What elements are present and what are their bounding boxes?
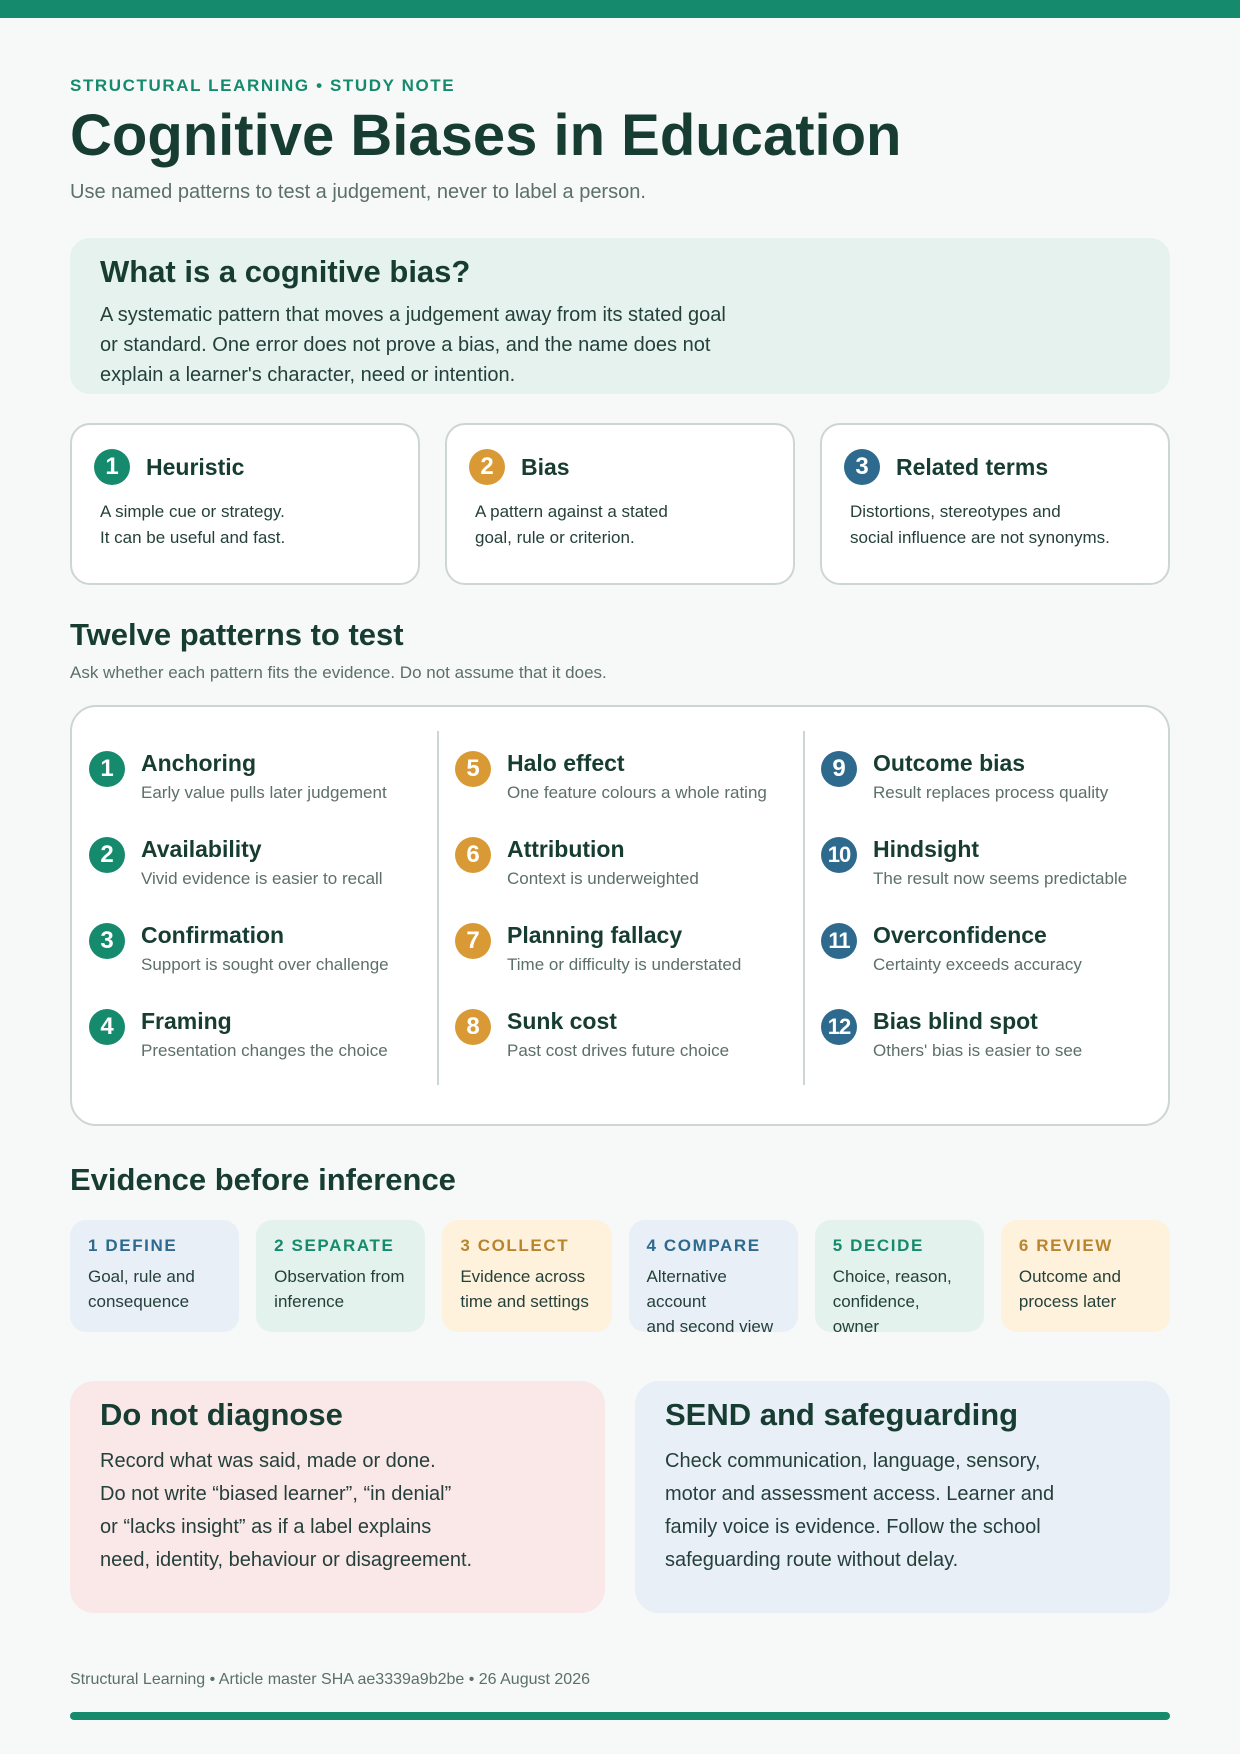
- pattern-item: [455, 749, 767, 803]
- pattern-item: [89, 1007, 388, 1061]
- box-text-line: family voice is evidence. Follow the school: [665, 1516, 1041, 1538]
- pattern-title: Outcome bias: [873, 750, 1026, 776]
- step-label: 4 COMPARE: [646, 1236, 761, 1255]
- pattern-item: [455, 921, 741, 975]
- card-title: Related terms: [896, 453, 1049, 480]
- number-badge: 1: [89, 751, 125, 787]
- card-text-line: A pattern against a stated: [475, 502, 668, 521]
- footer-text: Structural Learning • Article master SHA ae3339a9b2be • 26 August 2026: [70, 1671, 590, 1688]
- pattern-description: Certainty exceeds accuracy: [873, 955, 1082, 974]
- step-collect: [442, 1220, 611, 1332]
- definition-heading: What is a cognitive bias?: [100, 254, 471, 289]
- pattern-title: Anchoring: [141, 750, 256, 776]
- pattern-item: [89, 921, 389, 975]
- pattern-title: Bias blind spot: [873, 1008, 1038, 1034]
- box-heading: SEND and safeguarding: [665, 1397, 1019, 1432]
- top-accent-bar: [0, 0, 1240, 18]
- step-text-line: time and settings: [460, 1292, 589, 1311]
- step-separate: [256, 1220, 425, 1332]
- pattern-description: Presentation changes the choice: [141, 1041, 388, 1060]
- card-title: Heuristic: [146, 453, 245, 480]
- pattern-title: Overconfidence: [873, 922, 1047, 948]
- step-label: 3 COLLECT: [460, 1236, 570, 1255]
- number-badge: 2: [89, 837, 125, 873]
- box-text-line: or “lacks insight” as if a label explains: [100, 1516, 432, 1538]
- card-text-line: Distortions, stereotypes and: [850, 502, 1061, 521]
- number-badge: 3: [844, 449, 880, 485]
- step-text-line: process later: [1018, 1292, 1117, 1311]
- number-badge: 10: [821, 837, 857, 873]
- pattern-item: [455, 835, 699, 889]
- number-badge: 7: [455, 923, 491, 959]
- pattern-description: Others' bias is easier to see: [873, 1041, 1083, 1060]
- pattern-item: [821, 1007, 1082, 1061]
- card-text-line: It can be useful and fast.: [100, 528, 286, 547]
- step-text-line: Choice, reason,: [832, 1267, 952, 1286]
- pattern-title: Halo effect: [507, 750, 625, 776]
- number-badge: 8: [455, 1009, 491, 1045]
- step-text-line: Observation from: [274, 1267, 405, 1286]
- card-text-line: A simple cue or strategy.: [100, 502, 285, 521]
- step-label: 2 SEPARATE: [274, 1236, 395, 1255]
- definition-panel: [70, 238, 1170, 394]
- page-subtitle: Use named patterns to test a judgement, never to label a person.: [70, 181, 646, 203]
- step-label: 6 REVIEW: [1018, 1236, 1113, 1255]
- step-text-line: Evidence across: [460, 1267, 586, 1286]
- evidence-steps: [70, 1220, 1170, 1336]
- pattern-title: Hindsight: [873, 836, 980, 862]
- step-text-line: Alternative account: [646, 1267, 727, 1311]
- term-cards: [70, 423, 1170, 585]
- number-badge: 3: [89, 923, 125, 959]
- number-badge: 5: [455, 751, 491, 787]
- patterns-column: [803, 731, 1135, 1085]
- step-define: [70, 1220, 239, 1332]
- step-compare: [629, 1220, 798, 1336]
- patterns-column: [72, 731, 402, 1085]
- pattern-description: Support is sought over challenge: [141, 955, 389, 974]
- pattern-description: Early value pulls later judgement: [141, 783, 387, 802]
- send-safeguarding-box: [635, 1381, 1170, 1613]
- step-text-line: Outcome and: [1018, 1267, 1121, 1286]
- pattern-description: Context is underweighted: [507, 869, 699, 888]
- box-heading: Do not diagnose: [100, 1397, 343, 1432]
- box-text-line: Check communication, language, sensory,: [665, 1450, 1041, 1472]
- box-text-line: Record what was said, made or done.: [100, 1450, 436, 1472]
- number-badge: 11: [821, 923, 857, 959]
- pattern-description: Time or difficulty is understated: [507, 955, 742, 974]
- pattern-item: [89, 749, 387, 803]
- box-text-line: Do not write “biased learner”, “in denial”: [100, 1483, 452, 1505]
- number-badge: 9: [821, 751, 857, 787]
- patterns-panel: [70, 705, 1170, 1126]
- pattern-description: Result replaces process quality: [873, 783, 1109, 802]
- pattern-title: Attribution: [507, 836, 625, 862]
- pattern-item: [455, 1007, 729, 1061]
- box-text-line: need, identity, behaviour or disagreement.: [100, 1549, 473, 1571]
- term-card-related-terms: [820, 423, 1170, 585]
- step-text-line: consequence: [88, 1292, 190, 1311]
- card-title: Bias: [521, 453, 570, 480]
- pattern-title: Framing: [141, 1008, 232, 1034]
- do-not-diagnose-box: [70, 1381, 605, 1613]
- number-badge: 2: [469, 449, 505, 485]
- number-badge: 6: [455, 837, 491, 873]
- pattern-description: Vivid evidence is easier to recall: [141, 869, 383, 888]
- kicker: STRUCTURAL LEARNING • STUDY NOTE: [70, 76, 456, 95]
- term-card-bias: [445, 423, 795, 585]
- step-review: [1001, 1220, 1170, 1332]
- step-label: 5 DECIDE: [832, 1236, 924, 1255]
- box-text-line: motor and assessment access. Learner and: [665, 1483, 1055, 1505]
- pattern-item: [821, 749, 1108, 803]
- pattern-item: [821, 835, 1127, 889]
- step-text-line: confidence, owner: [832, 1292, 920, 1336]
- step-text-line: inference: [274, 1292, 345, 1311]
- page-title: Cognitive Biases in Education: [70, 103, 902, 168]
- step-text-line: Goal, rule and: [88, 1267, 195, 1286]
- patterns-heading: Twelve patterns to test: [70, 617, 404, 652]
- pattern-item: [89, 835, 383, 889]
- card-text-line: goal, rule or criterion.: [475, 528, 635, 547]
- definition-text: A systematic pattern that moves a judgement away from its stated goal or standard. One error does not prove a bias, and the name does not explain a learner's character, need or intention.: [100, 304, 726, 386]
- pattern-title: Confirmation: [141, 922, 285, 948]
- bottom-accent-bar: [70, 1712, 1170, 1720]
- pattern-description: Past cost drives future choice: [507, 1041, 730, 1060]
- patterns-column: [437, 731, 769, 1085]
- pattern-title: Availability: [141, 836, 262, 862]
- number-badge: 12: [821, 1009, 857, 1045]
- pattern-title: Sunk cost: [507, 1008, 617, 1034]
- term-card-heuristic: [70, 423, 420, 585]
- pattern-title: Planning fallacy: [507, 922, 683, 948]
- guidance-boxes: [70, 1381, 1170, 1613]
- evidence-heading: Evidence before inference: [70, 1162, 456, 1197]
- step-label: 1 DEFINE: [88, 1236, 178, 1255]
- number-badge: 4: [89, 1009, 125, 1045]
- patterns-subheading: Ask whether each pattern fits the evidence. Do not assume that it does.: [70, 663, 607, 682]
- pattern-description: One feature colours a whole rating: [507, 783, 767, 802]
- number-badge: 1: [94, 449, 130, 485]
- step-decide: [815, 1220, 984, 1336]
- pattern-description: The result now seems predictable: [873, 869, 1128, 888]
- pattern-item: [821, 921, 1082, 975]
- step-text-line: and second view: [646, 1317, 774, 1336]
- card-text-line: social influence are not synonyms.: [850, 528, 1110, 547]
- box-text-line: safeguarding route without delay.: [665, 1549, 959, 1571]
